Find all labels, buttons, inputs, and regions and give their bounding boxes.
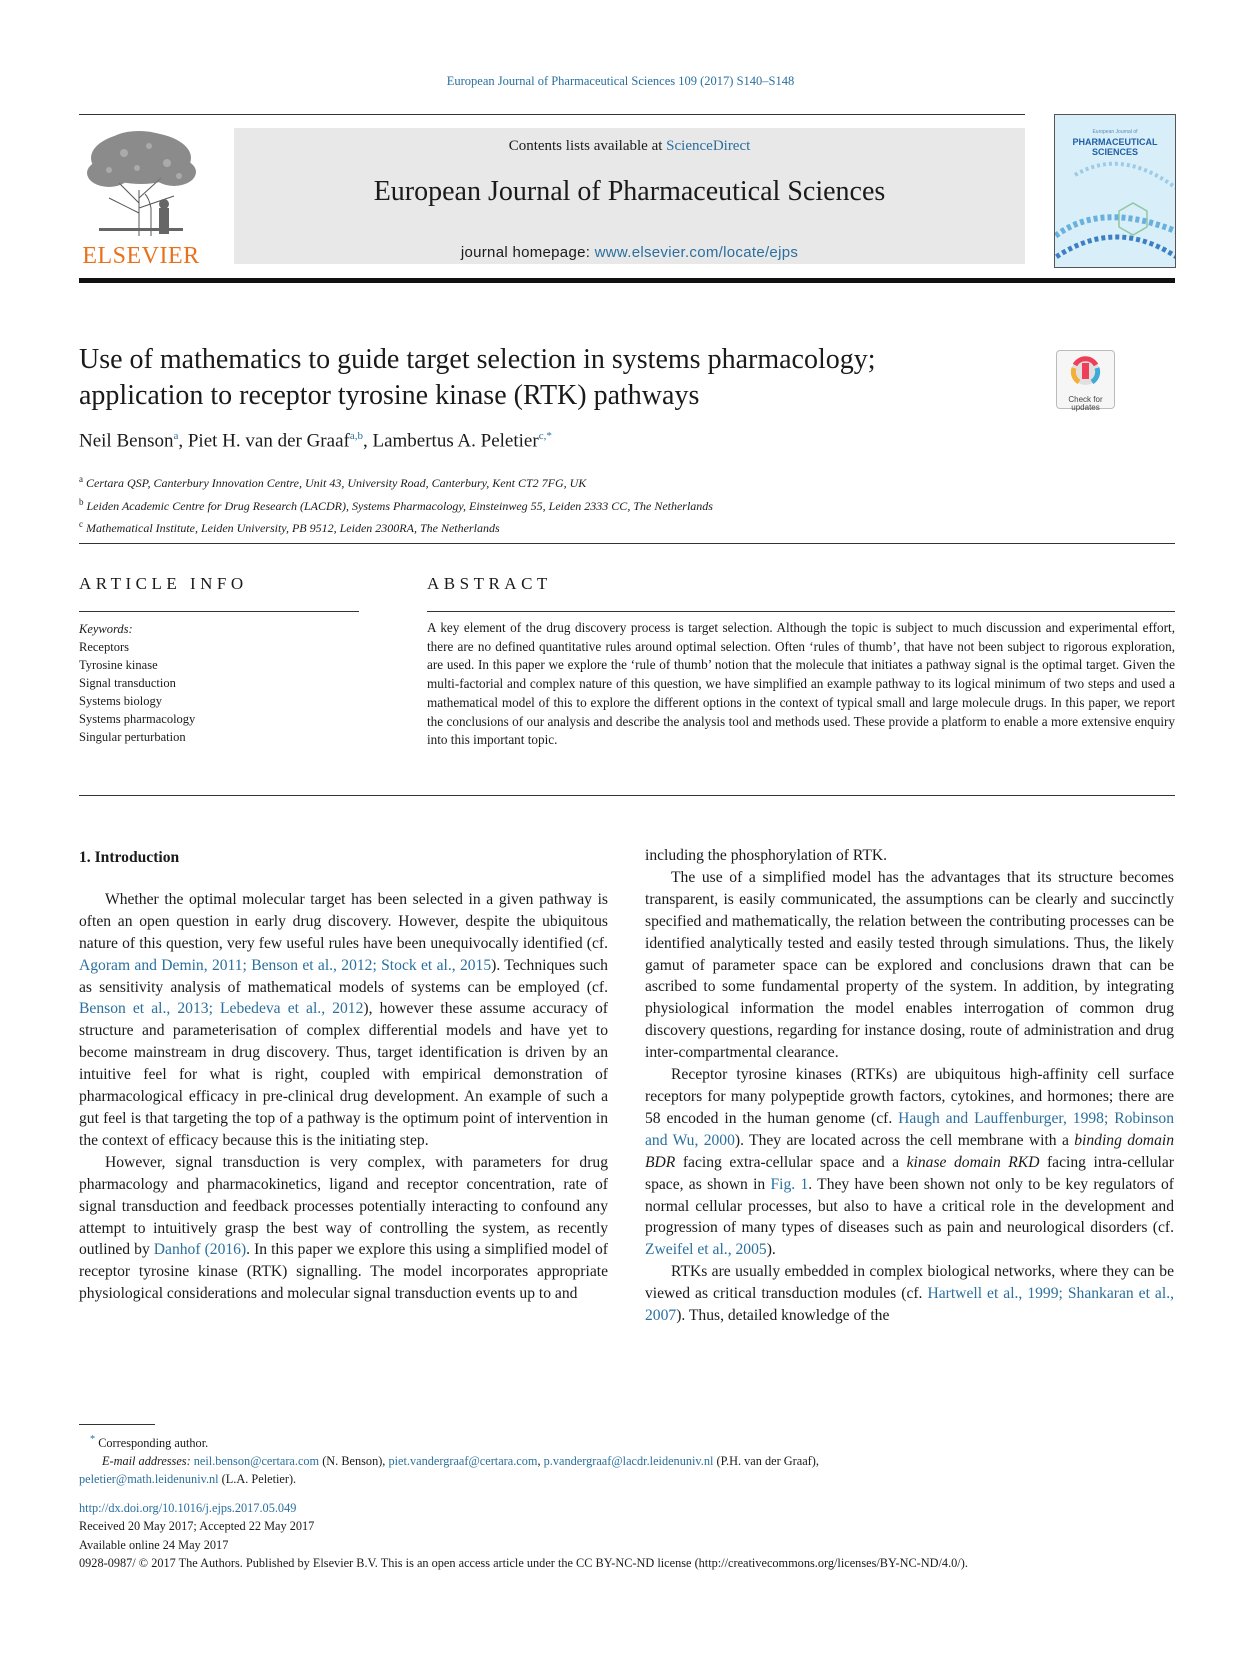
- section-rule: [79, 543, 1175, 544]
- affiliation: [79, 493, 713, 516]
- email-owner: (P.H. van der Graaf),: [713, 1454, 819, 1469]
- affiliation-text: Mathematical Institute, Leiden University, PB 9512, Leiden 2300RA, The Netherlands: [86, 521, 500, 535]
- cover-title-line2: SCIENCES: [1091, 147, 1138, 157]
- affiliations: [79, 470, 713, 538]
- body-text: ). They are located across the cell membrane with a: [734, 1131, 1075, 1149]
- article-info-rule: [79, 611, 359, 612]
- email-link[interactable]: neil.benson@certara.com: [193, 1454, 320, 1469]
- citation-link[interactable]: Benson et al., 2013; Lebedeva et al., 2012: [79, 1000, 364, 1018]
- author-name: Lambertus A. Peletier: [372, 430, 539, 452]
- email-addresses: [79, 1452, 1175, 1470]
- journal-homepage-line: [234, 244, 1025, 261]
- body-text: Whether the optimal molecular target has been selected in a given pathway is often an open question in early drug discovery. However, despite the ubiquitous nature of this question, very few useful rules have been unequivocally identified (cf.: [79, 890, 608, 952]
- body-text: facing extra-cellular space and a: [675, 1153, 907, 1171]
- body-paragraph: including the phosphorylation of RTK.: [645, 847, 888, 864]
- affiliation-text: Certara QSP, Canterbury Innovation Centre, Unit 43, University Road, Canterbury, Kent CT2 7FG, UK: [86, 476, 587, 490]
- article-metadata: [79, 1499, 1189, 1572]
- header-rule: [79, 114, 1025, 115]
- author-separator: ,: [362, 430, 373, 452]
- article-info-heading: ARTICLE INFO: [79, 574, 248, 593]
- check-for-updates-button[interactable]: [1056, 350, 1115, 412]
- footnote-rule: [79, 1424, 155, 1425]
- contents-prefix: Contents lists available at: [508, 138, 667, 154]
- keywords-list: [79, 620, 195, 746]
- title-line-1: Use of mathematics to guide target selection in systems pharmacology;: [79, 344, 876, 375]
- email-link[interactable]: p.vandergraaf@lacdr.leidenuniv.nl: [543, 1454, 714, 1469]
- elsevier-wordmark: ELSEVIER: [82, 243, 200, 269]
- affiliation: [79, 515, 713, 538]
- citation-link[interactable]: Hartwell et al., 1999; Shankaran et al., 2007: [645, 1285, 1174, 1325]
- body-paragraph: [79, 1152, 608, 1305]
- crossmark-label-line1: Check for: [1068, 395, 1103, 404]
- body-text: ), however these assume accuracy of structure and parameterisation of complex differential models and have yet to become mainstream in drug discovery. Thus, target identification is driven by an intuitive feel for what is right, coupled with empirical demonstration of pharmacological efficacy in pre-clinical drug development. An example of such a gut feel is that targeting the top of a pathway is the optimum point of intervention in the context of efficacy because this is the initiating step.: [79, 1000, 608, 1149]
- body-text: ). Techniques such as sensitivity analysis of mathematical models of systems can be employed (cf.: [79, 956, 608, 996]
- elsevier-logo[interactable]: [79, 128, 203, 269]
- abstract-rule: [427, 611, 1175, 612]
- body-text: Receptor tyrosine kinases (RTKs) are ubiquitous high-affinity cell surface receptors for many polypeptide growth factors, cytokines, and hormones; there are 58 encoded in the human genome (cf.: [645, 1066, 1174, 1127]
- body-emphasis: binding domain BDR: [645, 1131, 1174, 1171]
- doi-link[interactable]: http://dx.doi.org/10.1016/j.ejps.2017.05.049: [79, 1501, 297, 1515]
- article-title: [79, 342, 1039, 414]
- email-separator: ,: [537, 1454, 544, 1469]
- email-link[interactable]: peletier@math.leidenuniv.nl: [79, 1472, 219, 1487]
- received-dates: Received 20 May 2017; Accepted 22 May 2017: [79, 1519, 315, 1534]
- email-link[interactable]: piet.vandergraaf@certara.com: [388, 1454, 538, 1469]
- available-online-date: Available online 24 May 2017: [79, 1537, 229, 1552]
- citation-link[interactable]: Haugh and Lauffenburger, 1998; Robinson and Wu, 2000: [645, 1109, 1174, 1149]
- email-label: E-mail addresses:: [102, 1454, 191, 1469]
- body-text: ). Thus, detailed knowledge of the: [676, 1307, 890, 1325]
- figure-link[interactable]: Fig. 1: [770, 1175, 809, 1193]
- email-owner: (N. Benson),: [319, 1454, 389, 1469]
- abstract-text: A key element of the drug discovery process is target selection. Although the topic is subject to much discussion and experimental effort, there are no defined quantitative rules around optimal selection. Often ‘rules of thumb’, that have not been subject to rigorous exploration, are used. In this paper we explore the ‘rule of thumb’ notion that the molecule that initiates a pathway signal is the optimal target. Given the multi-factorial and complex nature of this question, we have simplified an example pathway to its logical minimum of two steps and used a mathematical model of this to explore the different options in the context of typical small and large molecule drugs. In this paper, we report the conclusions of our analysis and describe the analysis tool and methods used. These provide a platform to enable a more extensive enquiry into this important topic.: [427, 620, 1175, 748]
- keyword: Signal transduction: [79, 676, 176, 690]
- affiliation-sup: a: [79, 474, 83, 484]
- elsevier-tree-icon: [79, 128, 203, 236]
- license-statement: 0928-0987/ © 2017 The Authors. Published by Elsevier B.V. This is an open access article under the CC BY-NC-ND license (http://creativecommons.org/licenses/BY-NC-ND/4.0/).: [79, 1555, 968, 1570]
- journal-banner: [234, 128, 1025, 264]
- body-paragraph: [645, 1064, 1174, 1261]
- body-paragraph: The use of a simplified model has the advantages that its structure becomes transparent, is easily communicated, the assumptions can be clearly and succinctly specified and mathematically, the relation between the contributing processes can be identified analytically tested and easily tested through simulations. Thus, the likely gamut of parameter space can be explored and conclusions drawn that can be ascribed to some fundamental property of the system. In addition, by integrating physiological information the model enables interrogation of common drug discovery questions, regarding for instance dosing, route of administration and drug inter-compartmental clearance.: [645, 868, 1174, 1062]
- body-text: RTKs are usually embedded in complex biological networks, where they can be viewed as critical transduction modules (cf.: [645, 1263, 1174, 1303]
- footnote-star: *: [90, 1434, 96, 1445]
- crossmark-label-line2: updates: [1071, 403, 1100, 412]
- crossmark-icon: [1057, 351, 1114, 391]
- corresponding-author-note: [79, 1431, 1175, 1452]
- citation-link[interactable]: Zweifel et al., 2005: [645, 1241, 767, 1259]
- author-affil-sup[interactable]: a: [173, 430, 179, 442]
- keyword: Systems biology: [79, 694, 162, 708]
- body-text: facing intra-cellular space, as shown in: [645, 1153, 1174, 1193]
- author-name: Piet H. van der Graaf: [187, 430, 350, 452]
- body-text: However, signal transduction is very complex, with parameters for drug pharmacology and pharmacokinetics, ligand and receptor concentration, rate of signal transduction and feedback processes potentially interacting to confound any attempt to intuitively grasp the best way of controlling the system, as recently outlined by: [79, 1153, 608, 1259]
- body-emphasis: kinase domain RKD: [906, 1153, 1040, 1171]
- keyword: Receptors: [79, 640, 129, 654]
- corresponding-author-text: Corresponding author.: [98, 1436, 209, 1451]
- citation-link[interactable]: Agoram and Demin, 2011; Benson et al., 2012; Stock et al., 2015: [79, 956, 492, 974]
- author-affil-sup[interactable]: c,*: [538, 430, 552, 442]
- footnote: [79, 1431, 1175, 1488]
- journal-name: European Journal of Pharmaceutical Sciences: [373, 176, 886, 207]
- author-affil-sup[interactable]: a,b: [349, 430, 363, 442]
- body-column-left: [79, 847, 608, 1305]
- body-text: . They have been shown not only to be key regulators of normal cellular processes, but also to have a critical role in the development and progression of many types of diseases such as pain and neurological disorders (cf.: [645, 1175, 1174, 1237]
- contents-available-line: [234, 138, 1025, 155]
- body-text: . In this paper we explore this using a simplified model of receptor tyrosine kinase (RTK) signalling. The model incorporates appropriate physiological considerations and molecular signal transduction events up to and: [79, 1241, 608, 1303]
- journal-citation[interactable]: European Journal of Pharmaceutical Sciences 109 (2017) S140–S148: [446, 74, 795, 88]
- cover-subtitle: European Journal of: [1092, 129, 1138, 135]
- affiliation-sup: c: [79, 519, 83, 529]
- email-owner: (L.A. Peletier).: [218, 1472, 297, 1487]
- body-paragraph: [79, 889, 608, 1152]
- journal-homepage-link[interactable]: www.elsevier.com/locate/ejps: [594, 244, 799, 261]
- cover-title: [1055, 137, 1175, 157]
- title-line-2: application to receptor tyrosine kinase (RTK) pathways: [79, 380, 700, 411]
- body-text: ).: [766, 1241, 776, 1259]
- abstract-heading: ABSTRACT: [427, 574, 552, 593]
- body-paragraph: [645, 1261, 1174, 1327]
- section-rule: [79, 795, 1175, 796]
- section-heading-introduction: 1. Introduction: [79, 849, 180, 866]
- author-list: [79, 430, 552, 452]
- keyword: Systems pharmacology: [79, 712, 196, 726]
- keyword: Tyrosine kinase: [79, 658, 158, 672]
- sciencedirect-link[interactable]: ScienceDirect: [666, 138, 751, 154]
- journal-cover-thumbnail[interactable]: [1054, 114, 1176, 268]
- homepage-prefix: journal homepage:: [460, 244, 595, 261]
- keywords-label: Keywords:: [79, 622, 133, 636]
- keyword: Singular perturbation: [79, 730, 186, 744]
- body-column-right: [645, 845, 1174, 1327]
- author-name: Neil Benson: [79, 430, 174, 452]
- header-thick-rule: [79, 278, 1175, 283]
- cover-title-line1: PHARMACEUTICAL: [1072, 137, 1158, 147]
- email-addresses-cont: [79, 1470, 1175, 1488]
- affiliation-text: Leiden Academic Centre for Drug Research (LACDR), Systems Pharmacology, Einsteinweg 55, Leiden 2333 CC, The Netherlands: [86, 498, 713, 513]
- affiliation-sup: b: [79, 496, 84, 507]
- citation-link[interactable]: Danhof (2016): [153, 1241, 247, 1259]
- author-separator: ,: [178, 430, 188, 452]
- crossmark-label: [1057, 396, 1114, 412]
- affiliation: [79, 470, 713, 493]
